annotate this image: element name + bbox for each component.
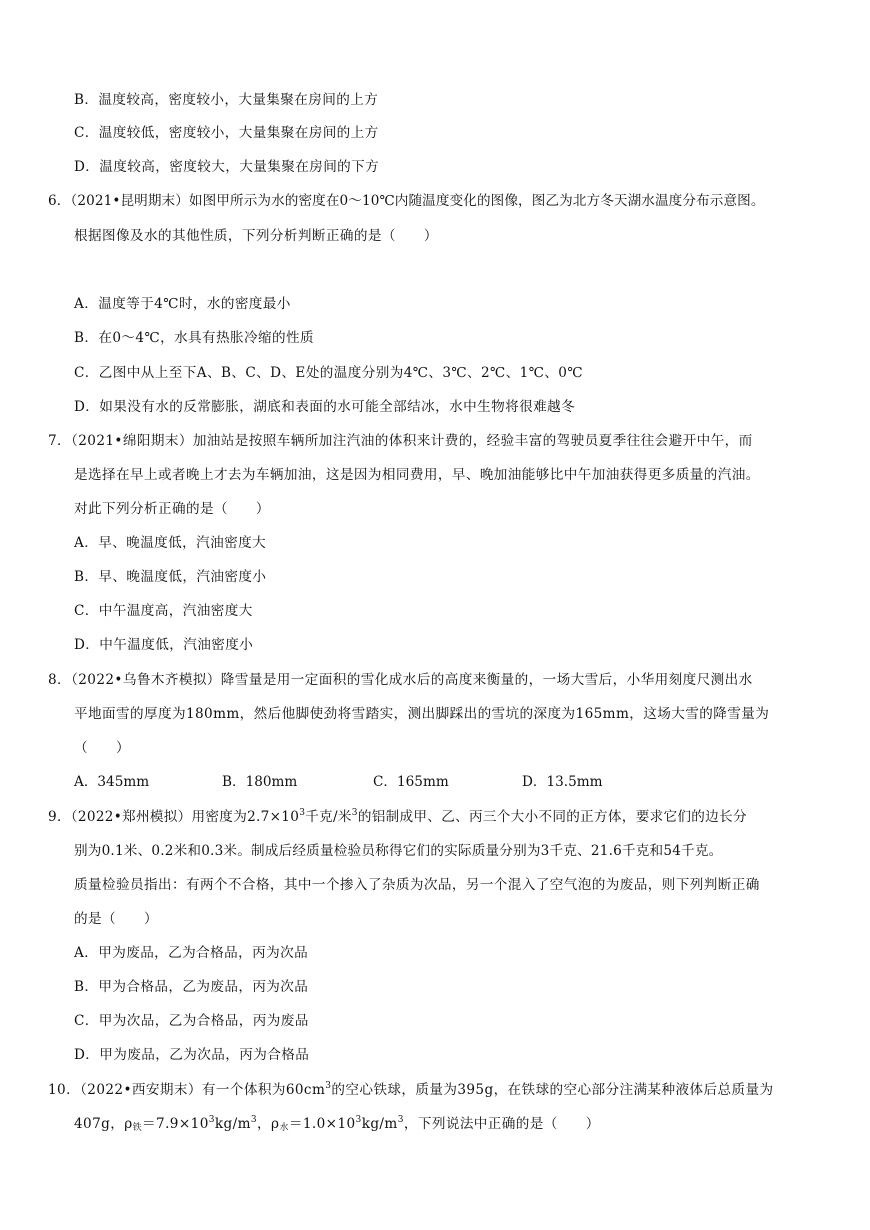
q5-option-c: C．温度较低，密度较小，大量集聚在房间的上方 bbox=[74, 125, 379, 141]
q10-s2-f: kg/m bbox=[361, 1116, 398, 1132]
q7-option-a: A．早、晚温度低，汽油密度大 bbox=[74, 535, 267, 551]
q10-stem-line1-b: 的空心铁球，质量为395g，在铁球的空心部分注满某种液体后总质量为 bbox=[331, 1082, 774, 1098]
q10-s2-g: ，下列说法中正确的是（ ） bbox=[403, 1116, 600, 1132]
q9-stem-line1-sup2: 3 bbox=[351, 808, 358, 818]
q10-s2-sub-water: 水 bbox=[279, 1123, 289, 1133]
q7-stem-line1: 7．（2021•绵阳期末）加油站是按照车辆所加注汽油的体积来计费的，经验丰富的驾驶员夏季往往会避开中午，而 bbox=[48, 433, 753, 449]
q5-option-d: D．温度较高，密度较大，大量集聚在房间的下方 bbox=[74, 159, 380, 175]
q9-stem-line2: 别为0.1米、0.2米和0.3米。制成后经质量检验员称得它们的实际质量分别为3千克、21.6千克和54千克。 bbox=[74, 843, 723, 859]
q9-stem-line4: 的是（ ） bbox=[74, 911, 158, 927]
q9-option-d: D．甲为废品，乙为次品，丙为合格品 bbox=[74, 1047, 310, 1063]
q6-stem-line2: 根据图像及水的其他性质，下列分析判断正确的是（ ） bbox=[74, 228, 438, 244]
q8-stem-line1: 8．（2022•乌鲁木齐模拟）降雪量是用一定面积的雪化成水后的高度来衡量的，一场大雪后，小华用刻度尺测出水 bbox=[48, 672, 753, 688]
q9-stem-line1 bbox=[48, 807, 747, 827]
q5-option-b: B．温度较高，密度较小，大量集聚在房间的上方 bbox=[74, 92, 379, 108]
q6-stem-line1: 6．（2021•昆明期末）如图甲所示为水的密度在0～10℃内随温度变化的图像，图乙为北方冬天湖水温度分布示意图。 bbox=[48, 193, 765, 209]
q9-stem-line3: 质量检验员指出：有两个不合格，其中一个掺入了杂质为次品，另一个混入了空气泡的为废品，则下列判断正确 bbox=[74, 877, 760, 893]
q10-s2-sup1: 3 bbox=[208, 1115, 215, 1125]
q10-s2-sub-iron: 铁 bbox=[132, 1123, 143, 1133]
q9-stem-line1-sup1: 3 bbox=[299, 808, 306, 818]
q7-option-c: C．中午温度高，汽油密度大 bbox=[74, 603, 253, 619]
q9-option-b: B．甲为合格品，乙为废品，丙为次品 bbox=[74, 979, 309, 995]
q10-stem-line1-a: 10．（2022•西安期末）有一个体积为60cm bbox=[48, 1082, 326, 1098]
q10-s2-sup4: 3 bbox=[397, 1115, 404, 1125]
q8-option-c: C．165mm bbox=[373, 774, 449, 790]
q9-stem-line1-c: 的铝制成甲、乙、丙三个大小不同的正方体，要求它们的边长分 bbox=[357, 809, 747, 825]
q10-s2-sup2: 3 bbox=[250, 1115, 258, 1125]
q7-option-d: D．中午温度低，汽油密度小 bbox=[74, 637, 254, 653]
q9-stem-line1-a: 9．（2022•郑州模拟）用密度为2.7×10 bbox=[48, 809, 300, 825]
q10-s2-sup3: 3 bbox=[355, 1115, 362, 1125]
q8-stem-line3: （ ） bbox=[74, 740, 130, 756]
q9-option-a: A．甲为废品，乙为合格品，丙为次品 bbox=[74, 945, 309, 961]
q6-option-d: D．如果没有水的反常膨胀，湖底和表面的水可能全部结冰，水中生物将很难越冬 bbox=[74, 399, 576, 415]
q7-stem-line2: 是选择在早上或者晚上才去为车辆加油，这是因为相同费用，早、晚加油能够比中午加油获得更多质量的汽油。 bbox=[74, 467, 760, 483]
q10-s2-e: ＝1.0×10 bbox=[288, 1116, 356, 1132]
q7-stem-line3: 对此下列分析正确的是（ ） bbox=[74, 501, 270, 517]
q6-option-c: C．乙图中从上至下A、B、C、D、E处的温度分别为4℃、3℃、2℃、1℃、0℃ bbox=[74, 365, 583, 381]
q9-stem-line1-b: 千克/米 bbox=[305, 809, 352, 825]
q10-s2-d: ，ρ bbox=[257, 1116, 280, 1132]
q10-s2-c: kg/m bbox=[214, 1116, 251, 1132]
q6-option-a: A．温度等于4℃时，水的密度最小 bbox=[74, 296, 291, 312]
q8-stem-line2: 平地面雪的厚度为180mm，然后他脚使劲将雪踏实，测出脚踩出的雪坑的深度为165mm，这场大雪的降雪量为 bbox=[74, 706, 770, 722]
q8-option-b: B．180mm bbox=[222, 774, 298, 790]
q10-stem-line1 bbox=[48, 1080, 773, 1100]
q8-option-d: D．13.5mm bbox=[522, 774, 603, 790]
q10-s2-b: ＝7.9×10 bbox=[142, 1116, 209, 1132]
q9-option-c: C．甲为次品，乙为合格品，丙为废品 bbox=[74, 1013, 309, 1029]
q10-s2-a: 407g，ρ bbox=[74, 1116, 133, 1132]
q10-stem-line2 bbox=[74, 1114, 600, 1134]
q7-option-b: B．早、晚温度低，汽油密度小 bbox=[74, 569, 267, 585]
q8-option-a: A．345mm bbox=[74, 774, 150, 790]
q6-option-b: B．在0～4℃，水具有热胀冷缩的性质 bbox=[74, 330, 315, 346]
q10-stem-line1-sup: 3 bbox=[325, 1081, 332, 1091]
